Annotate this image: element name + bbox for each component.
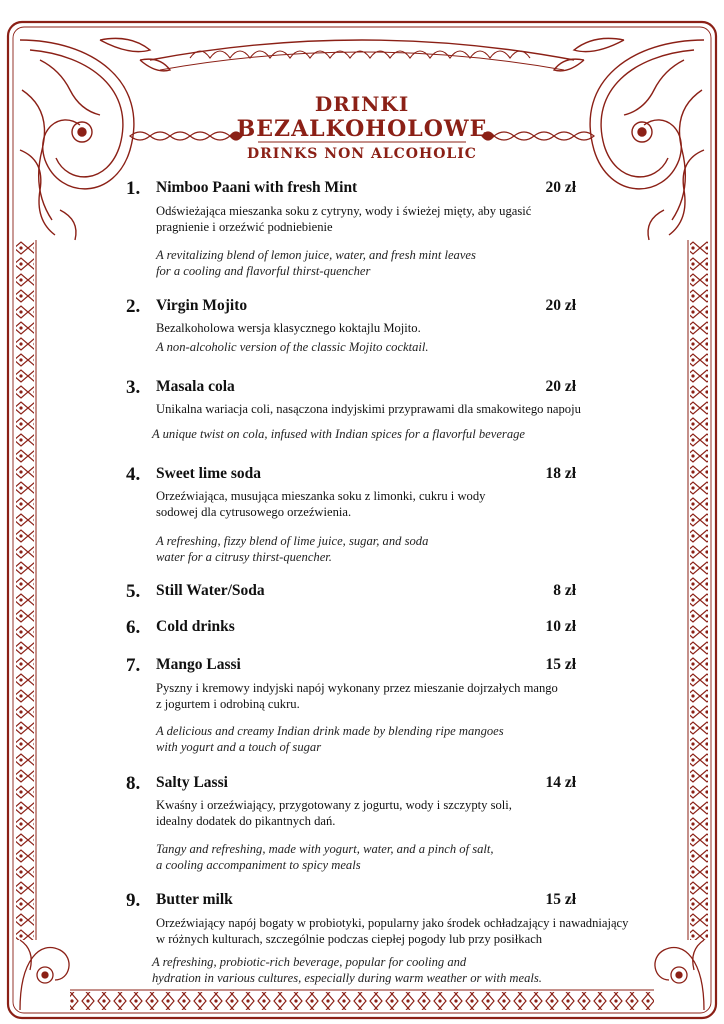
- item-description-en: Tangy and refreshing, made with yogurt, water, and a pinch of salt, a cooling accompaniment to spicy meals: [156, 842, 494, 872]
- item-price: 8 zł: [553, 582, 576, 599]
- item-name: Masala cola: [156, 378, 235, 395]
- item-number: 4.: [126, 464, 141, 485]
- item-description-en: A non-alcoholic version of the classic Mojito cocktail.: [156, 340, 429, 354]
- item-description-en: A unique twist on cola, infused with Indian spices for a flavorful beverage: [152, 427, 525, 441]
- title-line-1: DRINKI: [314, 92, 410, 116]
- item-description-en: A revitalizing blend of lemon juice, water, and fresh mint leaves for a cooling and flavorful thirst-quencher: [156, 248, 476, 278]
- item-number: 8.: [126, 773, 141, 794]
- item-description-en: A refreshing, probiotic-rich beverage, popular for cooling and hydration in various cultures, especially during warm weather or with meals.: [152, 955, 542, 985]
- item-name: Butter milk: [156, 891, 233, 908]
- item-price: 18 zł: [545, 465, 576, 482]
- item-description-pl: Unikalna wariacja coli, nasączona indyjskimi przyprawami dla smakowitego napoju: [156, 402, 581, 416]
- item-name: Sweet lime soda: [156, 465, 262, 482]
- item-description-pl: Orzeźwiająca, musująca mieszanka soku z limonki, cukru i wody sodowej dla cytrusowego orzeźwienia.: [156, 489, 486, 519]
- item-number: 7.: [126, 655, 141, 676]
- item-price: 14 zł: [545, 774, 576, 791]
- item-number: 5.: [126, 581, 141, 602]
- item-number: 3.: [126, 377, 141, 398]
- item-price: 10 zł: [545, 618, 576, 635]
- title-line-2: BEZALKOHOLOWE: [236, 116, 488, 142]
- item-name: Virgin Mojito: [156, 297, 248, 314]
- item-name: Cold drinks: [156, 618, 235, 635]
- item-description-pl: Bezalkoholowa wersja klasycznego koktajlu Mojito.: [156, 321, 421, 335]
- item-description-pl: Pyszny i kremowy indyjski napój wykonany przez mieszanie dojrzałych mango z jogurtem i odrobiną cukru.: [156, 681, 558, 711]
- subtitle: DRINKS NON ALCOHOLIC: [247, 146, 477, 162]
- item-name: Still Water/Soda: [156, 582, 265, 599]
- item-name: Salty Lassi: [156, 774, 228, 791]
- item-description-en: A delicious and creamy Indian drink made by blending ripe mangoes with yogurt and a touch of sugar: [156, 724, 504, 754]
- item-price: 20 zł: [545, 378, 576, 395]
- item-price: 20 zł: [545, 297, 576, 314]
- item-price: 20 zł: [545, 179, 576, 196]
- item-description-pl: Kwaśny i orzeźwiający, przygotowany z jogurtu, wody i szczypty soli, idealny dodatek do pikantnych dań.: [156, 798, 512, 828]
- item-name: Nimboo Paani with fresh Mint: [156, 179, 358, 196]
- item-description-pl: Orzeźwiający napój bogaty w probiotyki, popularny jako środek ochładzający i nawadniający w różnych kulturach, szczególnie podczas ciepłej pogody lub przy posiłkach: [156, 916, 629, 946]
- item-price: 15 zł: [545, 656, 576, 673]
- item-name: Mango Lassi: [156, 656, 241, 673]
- item-description-en: A refreshing, fizzy blend of lime juice, sugar, and soda water for a citrusy thirst-quencher.: [156, 534, 429, 564]
- item-price: 15 zł: [545, 891, 576, 908]
- item-number: 9.: [126, 890, 141, 911]
- item-number: 2.: [126, 296, 141, 317]
- item-number: 6.: [126, 617, 141, 638]
- item-description-pl: Odświeżająca mieszanka soku z cytryny, wody i świeżej mięty, aby ugasić pragnienie i orzeźwić podniebienie: [156, 204, 532, 234]
- item-number: 1.: [126, 178, 141, 199]
